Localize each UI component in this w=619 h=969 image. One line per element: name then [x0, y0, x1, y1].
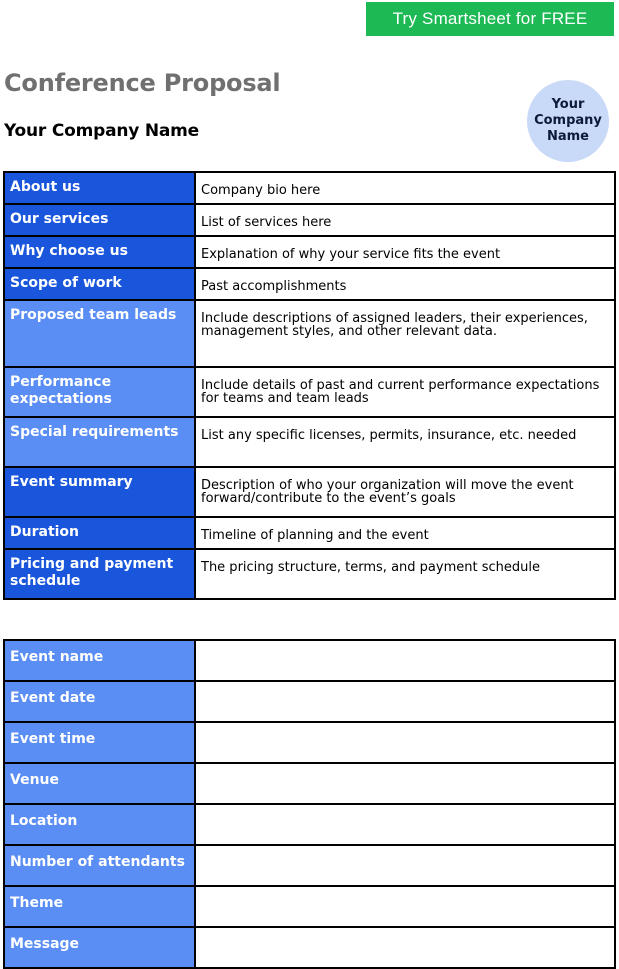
row-label-pricing-and-payment: Pricing and payment schedule	[4, 549, 195, 599]
row-label-message: Message	[4, 927, 195, 968]
row-label-event-name: Event name	[4, 640, 195, 681]
venue-field[interactable]	[195, 763, 615, 804]
message-field[interactable]	[195, 927, 615, 968]
table-row	[4, 722, 615, 763]
theme-field[interactable]	[195, 886, 615, 927]
company-name: Your Company Name	[4, 121, 199, 141]
row-label-event-time: Event time	[4, 722, 195, 763]
row-value-our-services[interactable]: List of services here	[195, 204, 615, 236]
location-field[interactable]	[195, 804, 615, 845]
row-value-pricing-and-payment[interactable]: The pricing structure, terms, and payment schedule	[195, 549, 615, 599]
table-row	[4, 845, 615, 886]
row-label-why-choose-us: Why choose us	[4, 236, 195, 268]
table-row	[4, 204, 615, 236]
table-row	[4, 640, 615, 681]
table-row	[4, 549, 615, 599]
row-label-our-services: Our services	[4, 204, 195, 236]
row-value-duration[interactable]: Timeline of planning and the event	[195, 517, 615, 549]
row-value-special-requirements[interactable]: List any specific licenses, permits, insurance, etc. needed	[195, 417, 615, 467]
table-row	[4, 417, 615, 467]
row-label-duration: Duration	[4, 517, 195, 549]
table-row	[4, 804, 615, 845]
number-of-attendants-field[interactable]	[195, 845, 615, 886]
event-name-field[interactable]	[195, 640, 615, 681]
row-label-event-summary: Event summary	[4, 467, 195, 517]
row-label-venue: Venue	[4, 763, 195, 804]
row-value-scope-of-work[interactable]: Past accomplishments	[195, 268, 615, 300]
row-value-about-us[interactable]: Company bio here	[195, 172, 615, 204]
table-row	[4, 367, 615, 417]
table-row	[4, 268, 615, 300]
table-row	[4, 886, 615, 927]
page-title: Conference Proposal	[4, 69, 281, 97]
table-row	[4, 927, 615, 968]
table-row	[4, 467, 615, 517]
row-value-event-summary[interactable]: Description of who your organization will move the event forward/contribute to the event’s goals	[195, 467, 615, 517]
event-date-field[interactable]	[195, 681, 615, 722]
table-row	[4, 763, 615, 804]
row-label-performance-expectations: Performance expectations	[4, 367, 195, 417]
table-row	[4, 517, 615, 549]
event-details-table	[3, 639, 616, 969]
table-row	[4, 236, 615, 268]
table-row	[4, 300, 615, 367]
row-label-location: Location	[4, 804, 195, 845]
row-label-number-of-attendants: Number of attendants	[4, 845, 195, 886]
row-label-special-requirements: Special requirements	[4, 417, 195, 467]
row-label-scope-of-work: Scope of work	[4, 268, 195, 300]
table-row	[4, 681, 615, 722]
row-label-theme: Theme	[4, 886, 195, 927]
row-label-event-date: Event date	[4, 681, 195, 722]
row-value-why-choose-us[interactable]: Explanation of why your service fits the event	[195, 236, 615, 268]
row-value-performance-expectations[interactable]: Include details of past and current performance expectations for teams and team leads	[195, 367, 615, 417]
company-logo: Your Company Name	[527, 80, 609, 162]
table-row	[4, 172, 615, 204]
row-label-about-us: About us	[4, 172, 195, 204]
proposal-table	[3, 171, 616, 600]
row-label-proposed-team-leads: Proposed team leads	[4, 300, 195, 367]
try-smartsheet-button[interactable]: Try Smartsheet for FREE	[366, 2, 614, 36]
event-time-field[interactable]	[195, 722, 615, 763]
row-value-proposed-team-leads[interactable]: Include descriptions of assigned leaders, their experiences, management styles, and other relevant data.	[195, 300, 615, 367]
